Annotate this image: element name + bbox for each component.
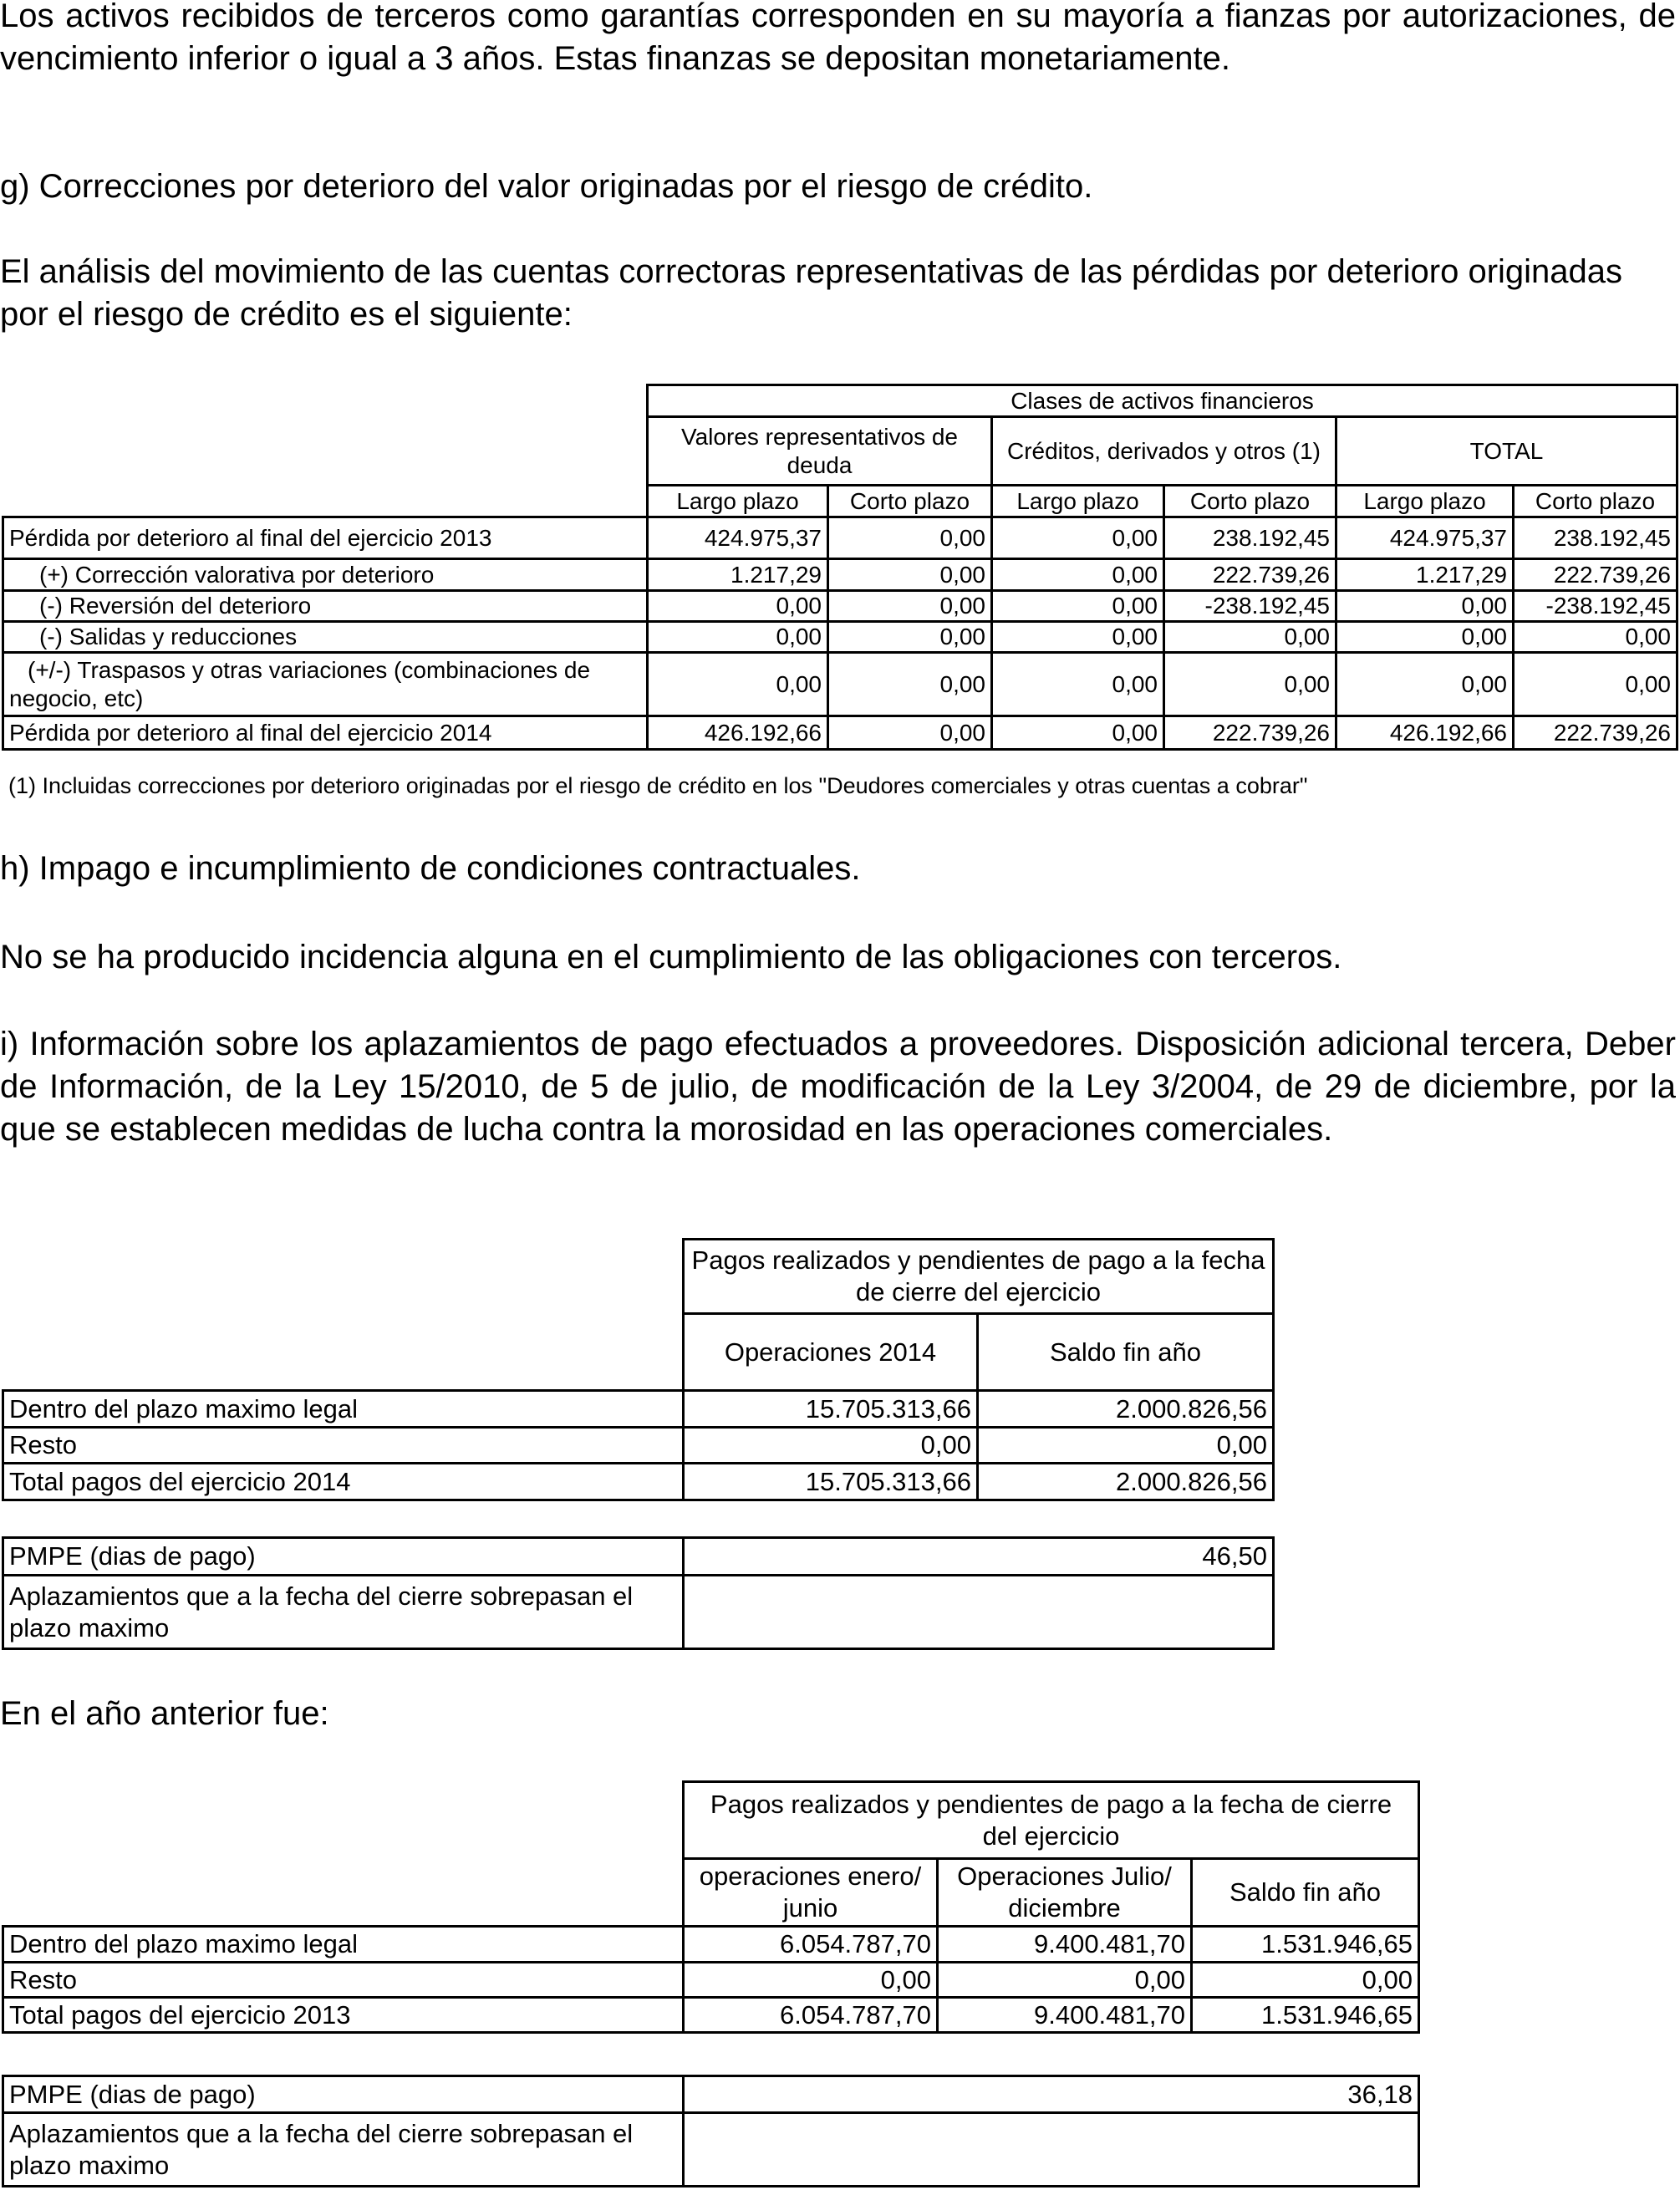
- cell-value: 9.400.481,70: [938, 1998, 1192, 2033]
- cell-value: 238.192,45: [1164, 517, 1336, 559]
- cell-value: 424.975,37: [1336, 517, 1514, 559]
- sub-header: Largo plazo: [648, 486, 828, 517]
- paragraph-payment-deferrals: i) Información sobre los aplazamientos de pago efectuados a proveedores. Disposición adicional tercera, Deber de Información, de la Ley 15/2010, de 5 de julio, de modificación de la Ley 3/2004, de 29 de diciembre, por la que se establecen medidas de lucha contra la morosidad en las operaciones comerciales.: [0, 1026, 1676, 1148]
- table-row: [3, 1927, 1419, 1963]
- cell-value: 222.739,26: [1514, 716, 1677, 750]
- cell-value: 0,00: [1514, 653, 1677, 716]
- cell-value: 36,18: [684, 2076, 1419, 2113]
- row-label: Aplazamientos que a la fecha del cierre sobrepasan el plazo maximo: [3, 1576, 684, 1649]
- cell-value: 0,00: [992, 517, 1164, 559]
- row-label: (-) Reversión del deterioro: [3, 591, 648, 622]
- table-row: [3, 653, 1677, 716]
- cell-value: 426.192,66: [648, 716, 828, 750]
- cell-value: -238.192,45: [1164, 591, 1336, 622]
- cell-value: 0,00: [992, 559, 1164, 591]
- table-row: [3, 1464, 1274, 1500]
- column-header: Operaciones Julio/ diciembre: [938, 1859, 1192, 1927]
- payments-2013-table: [2, 1780, 1420, 2034]
- cell-value: 0,00: [1336, 591, 1514, 622]
- cell-value: 0,00: [828, 653, 992, 716]
- cell-value: 0,00: [992, 591, 1164, 622]
- paragraph-guarantees: Los activos recibidos de terceros como garantías corresponden en su mayoría a fianzas por autorizaciones, de vencimiento inferior o igual a 3 años. Estas finanzas se depositan monetariamente.: [0, 0, 1676, 77]
- cell-value: 0,00: [828, 517, 992, 559]
- cell-value: 0,00: [684, 1428, 978, 1464]
- cell-value: 0,00: [1514, 622, 1677, 653]
- sub-header: Corto plazo: [1164, 486, 1336, 517]
- cell-value: 0,00: [992, 653, 1164, 716]
- table-row: [3, 2076, 1419, 2113]
- cell-value: 15.705.313,66: [684, 1464, 978, 1500]
- col-group-credits: Créditos, derivados y otros (1): [992, 417, 1336, 486]
- cell-value: 1.531.946,65: [1192, 1927, 1419, 1963]
- row-label: Pérdida por deterioro al final del ejercicio 2013: [3, 517, 648, 559]
- row-label: (-) Salidas y reducciones: [3, 622, 648, 653]
- cell-value: 0,00: [1336, 622, 1514, 653]
- row-label: Dentro del plazo maximo legal: [3, 1927, 684, 1963]
- cell-value: 238.192,45: [1514, 517, 1677, 559]
- payments-header: Pagos realizados y pendientes de pago a la fecha de cierre del ejercicio: [684, 1240, 1274, 1314]
- cell-value: 6.054.787,70: [684, 1927, 938, 1963]
- cell-value: 0,00: [1164, 622, 1336, 653]
- paragraph-previous-year: En el año anterior fue:: [0, 1695, 329, 1732]
- sub-header: Largo plazo: [1336, 486, 1514, 517]
- column-header: operaciones enero/ junio: [684, 1859, 938, 1927]
- table-row: [3, 2113, 1419, 2187]
- cell-value: 0,00: [992, 716, 1164, 750]
- cell-value: 0,00: [1192, 1963, 1419, 1998]
- cell-value: 426.192,66: [1336, 716, 1514, 750]
- cell-value: 222.739,26: [1514, 559, 1677, 591]
- cell-value: 424.975,37: [648, 517, 828, 559]
- cell-value: [684, 1576, 1274, 1649]
- sub-header: Largo plazo: [992, 486, 1164, 517]
- cell-value: 46,50: [684, 1538, 1274, 1576]
- cell-value: 0,00: [992, 622, 1164, 653]
- payments-2014-table: [2, 1238, 1275, 1501]
- table-row: [3, 1576, 1274, 1649]
- table-row: [3, 622, 1677, 653]
- cell-value: 2.000.826,56: [978, 1464, 1274, 1500]
- table-row: [3, 1998, 1419, 2033]
- sub-header: Corto plazo: [1514, 486, 1677, 517]
- paragraph-impairment-intro: El análisis del movimiento de las cuentas correctoras representativas de las pérdidas por deterioro originadas por el riesgo de crédito es el siguiente:: [0, 253, 1623, 333]
- table-row: [3, 716, 1677, 750]
- cell-value: 222.739,26: [1164, 559, 1336, 591]
- cell-value: 1.531.946,65: [1192, 1998, 1419, 2033]
- cell-value: 6.054.787,70: [684, 1998, 938, 2033]
- row-label: Pérdida por deterioro al final del ejercicio 2014: [3, 716, 648, 750]
- row-label: (+/-) Traspasos y otras variaciones (combinaciones de negocio, etc): [3, 653, 648, 716]
- cell-value: 0,00: [828, 716, 992, 750]
- pmpe-2013-table: [2, 2075, 1420, 2187]
- pmpe-2014-table: [2, 1536, 1275, 1650]
- row-label: Total pagos del ejercicio 2013: [3, 1998, 684, 2033]
- cell-value: 2.000.826,56: [978, 1391, 1274, 1428]
- row-label: Dentro del plazo maximo legal: [3, 1391, 684, 1428]
- cell-value: 0,00: [648, 622, 828, 653]
- table-row: [3, 1538, 1274, 1576]
- cell-value: 0,00: [1336, 653, 1514, 716]
- cell-value: 0,00: [978, 1428, 1274, 1464]
- column-header: Saldo fin año: [978, 1314, 1274, 1391]
- cell-value: 0,00: [648, 653, 828, 716]
- cell-value: 0,00: [828, 559, 992, 591]
- cell-value: 0,00: [684, 1963, 938, 1998]
- table-row: [3, 559, 1677, 591]
- row-label: Total pagos del ejercicio 2014: [3, 1464, 684, 1500]
- cell-value: [684, 2113, 1419, 2187]
- payments-header: Pagos realizados y pendientes de pago a la fecha de cierre del ejercicio: [684, 1782, 1419, 1859]
- row-label: PMPE (dias de pago): [3, 1538, 684, 1576]
- cell-value: 0,00: [828, 622, 992, 653]
- cell-value: -238.192,45: [1514, 591, 1677, 622]
- cell-value: 222.739,26: [1164, 716, 1336, 750]
- cell-value: 1.217,29: [1336, 559, 1514, 591]
- row-label: Resto: [3, 1963, 684, 1998]
- table-row: [3, 517, 1677, 559]
- cell-value: 0,00: [648, 591, 828, 622]
- section-heading-h: h) Impago e incumplimiento de condiciones contractuales.: [0, 850, 861, 887]
- sub-header: Corto plazo: [828, 486, 992, 517]
- cell-value: 0,00: [828, 591, 992, 622]
- table-corner: [3, 1782, 684, 1927]
- cell-value: 9.400.481,70: [938, 1927, 1192, 1963]
- impairment-table: [2, 384, 1678, 751]
- row-label: (+) Corrección valorativa por deterioro: [3, 559, 648, 591]
- table-row: [3, 1391, 1274, 1428]
- row-label: Resto: [3, 1428, 684, 1464]
- section-heading-g: g) Correcciones por deterioro del valor originadas por el riesgo de crédito.: [0, 168, 1093, 205]
- table-corner: [3, 1240, 684, 1391]
- row-label: PMPE (dias de pago): [3, 2076, 684, 2113]
- column-header: Operaciones 2014: [684, 1314, 978, 1391]
- col-group-debt: Valores representativos de deuda: [648, 417, 992, 486]
- group-header: Clases de activos financieros: [648, 385, 1677, 417]
- cell-value: 0,00: [1164, 653, 1336, 716]
- column-header: Saldo fin año: [1192, 1859, 1419, 1927]
- table-corner: [3, 385, 648, 517]
- table-row: [3, 1428, 1274, 1464]
- cell-value: 0,00: [938, 1963, 1192, 1998]
- row-label: Aplazamientos que a la fecha del cierre sobrepasan el plazo maximo: [3, 2113, 684, 2187]
- table-row: [3, 1963, 1419, 1998]
- cell-value: 1.217,29: [648, 559, 828, 591]
- cell-value: 15.705.313,66: [684, 1391, 978, 1428]
- paragraph-no-incidents: No se ha producido incidencia alguna en el cumplimiento de las obligaciones con terceros.: [0, 939, 1342, 975]
- table-footnote: (1) Incluidas correcciones por deterioro originadas por el riesgo de crédito en los "Deudores comerciales y otras cuentas a cobrar": [8, 773, 1308, 798]
- col-group-total: TOTAL: [1336, 417, 1677, 486]
- table-row: [3, 591, 1677, 622]
